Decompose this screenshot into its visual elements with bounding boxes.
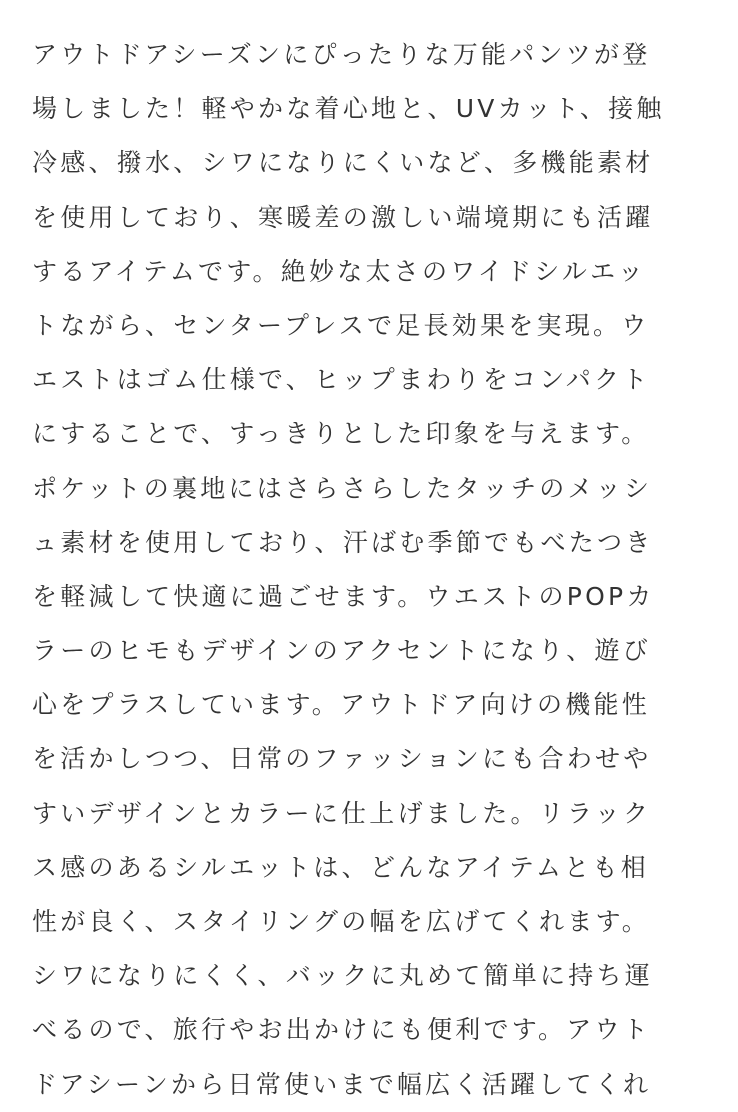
description-line: を軽減して快適に過ごせます。ウエストのPOPカ bbox=[32, 581, 655, 611]
description-line: 冷感、撥水、シワになりにくいなど、多機能素材 bbox=[32, 148, 654, 178]
description-line: ス感のあるシルエットは、どんなアイテムとも相 bbox=[32, 852, 649, 882]
description-line: 心をプラスしています。アウトドア向けの機能性 bbox=[32, 690, 651, 720]
description-line: するアイテムです。絶妙な太さのワイドシルエッ bbox=[32, 256, 647, 286]
description-line: ラーのヒモもデザインのアクセントになり、遊び bbox=[32, 636, 652, 666]
product-description-text bbox=[32, 28, 722, 1112]
description-line: べるので、旅行やお出かけにも便利です。アウト bbox=[32, 1015, 652, 1045]
description-line: すいデザインとカラーに仕上げました。リラック bbox=[32, 798, 652, 828]
description-line: ドアシーンから日常使いまで幅広く活躍してくれ bbox=[32, 1069, 652, 1099]
description-line: を使用しており、寒暖差の激しい端境期にも活躍 bbox=[32, 202, 654, 232]
description-line: 場しました！軽やかな着心地と、UVカット、接触 bbox=[32, 94, 665, 124]
description-line: を活かしつつ、日常のファッションにも合わせや bbox=[32, 744, 652, 774]
description-line: ュ素材を使用しており、汗ばむ季節でもべたつき bbox=[32, 527, 654, 557]
description-line: 性が良く、スタイリングの幅を広げてくれます。 bbox=[32, 907, 651, 936]
description-line: エストはゴム仕様で、ヒップまわりをコンパクト bbox=[32, 365, 651, 395]
description-line: シワになりにくく、バックに丸めて簡単に持ち運 bbox=[32, 961, 654, 991]
description-line: にすることで、すっきりとした印象を与えます。 bbox=[32, 419, 650, 449]
description-line: トながら、センタープレスで足長効果を実現。ウ bbox=[32, 310, 650, 340]
description-line: アウトドアシーズンにぴったりな万能パンツが登 bbox=[32, 40, 651, 69]
description-line: ポケットの裏地にはさらさらしたタッチのメッシ bbox=[32, 473, 653, 503]
